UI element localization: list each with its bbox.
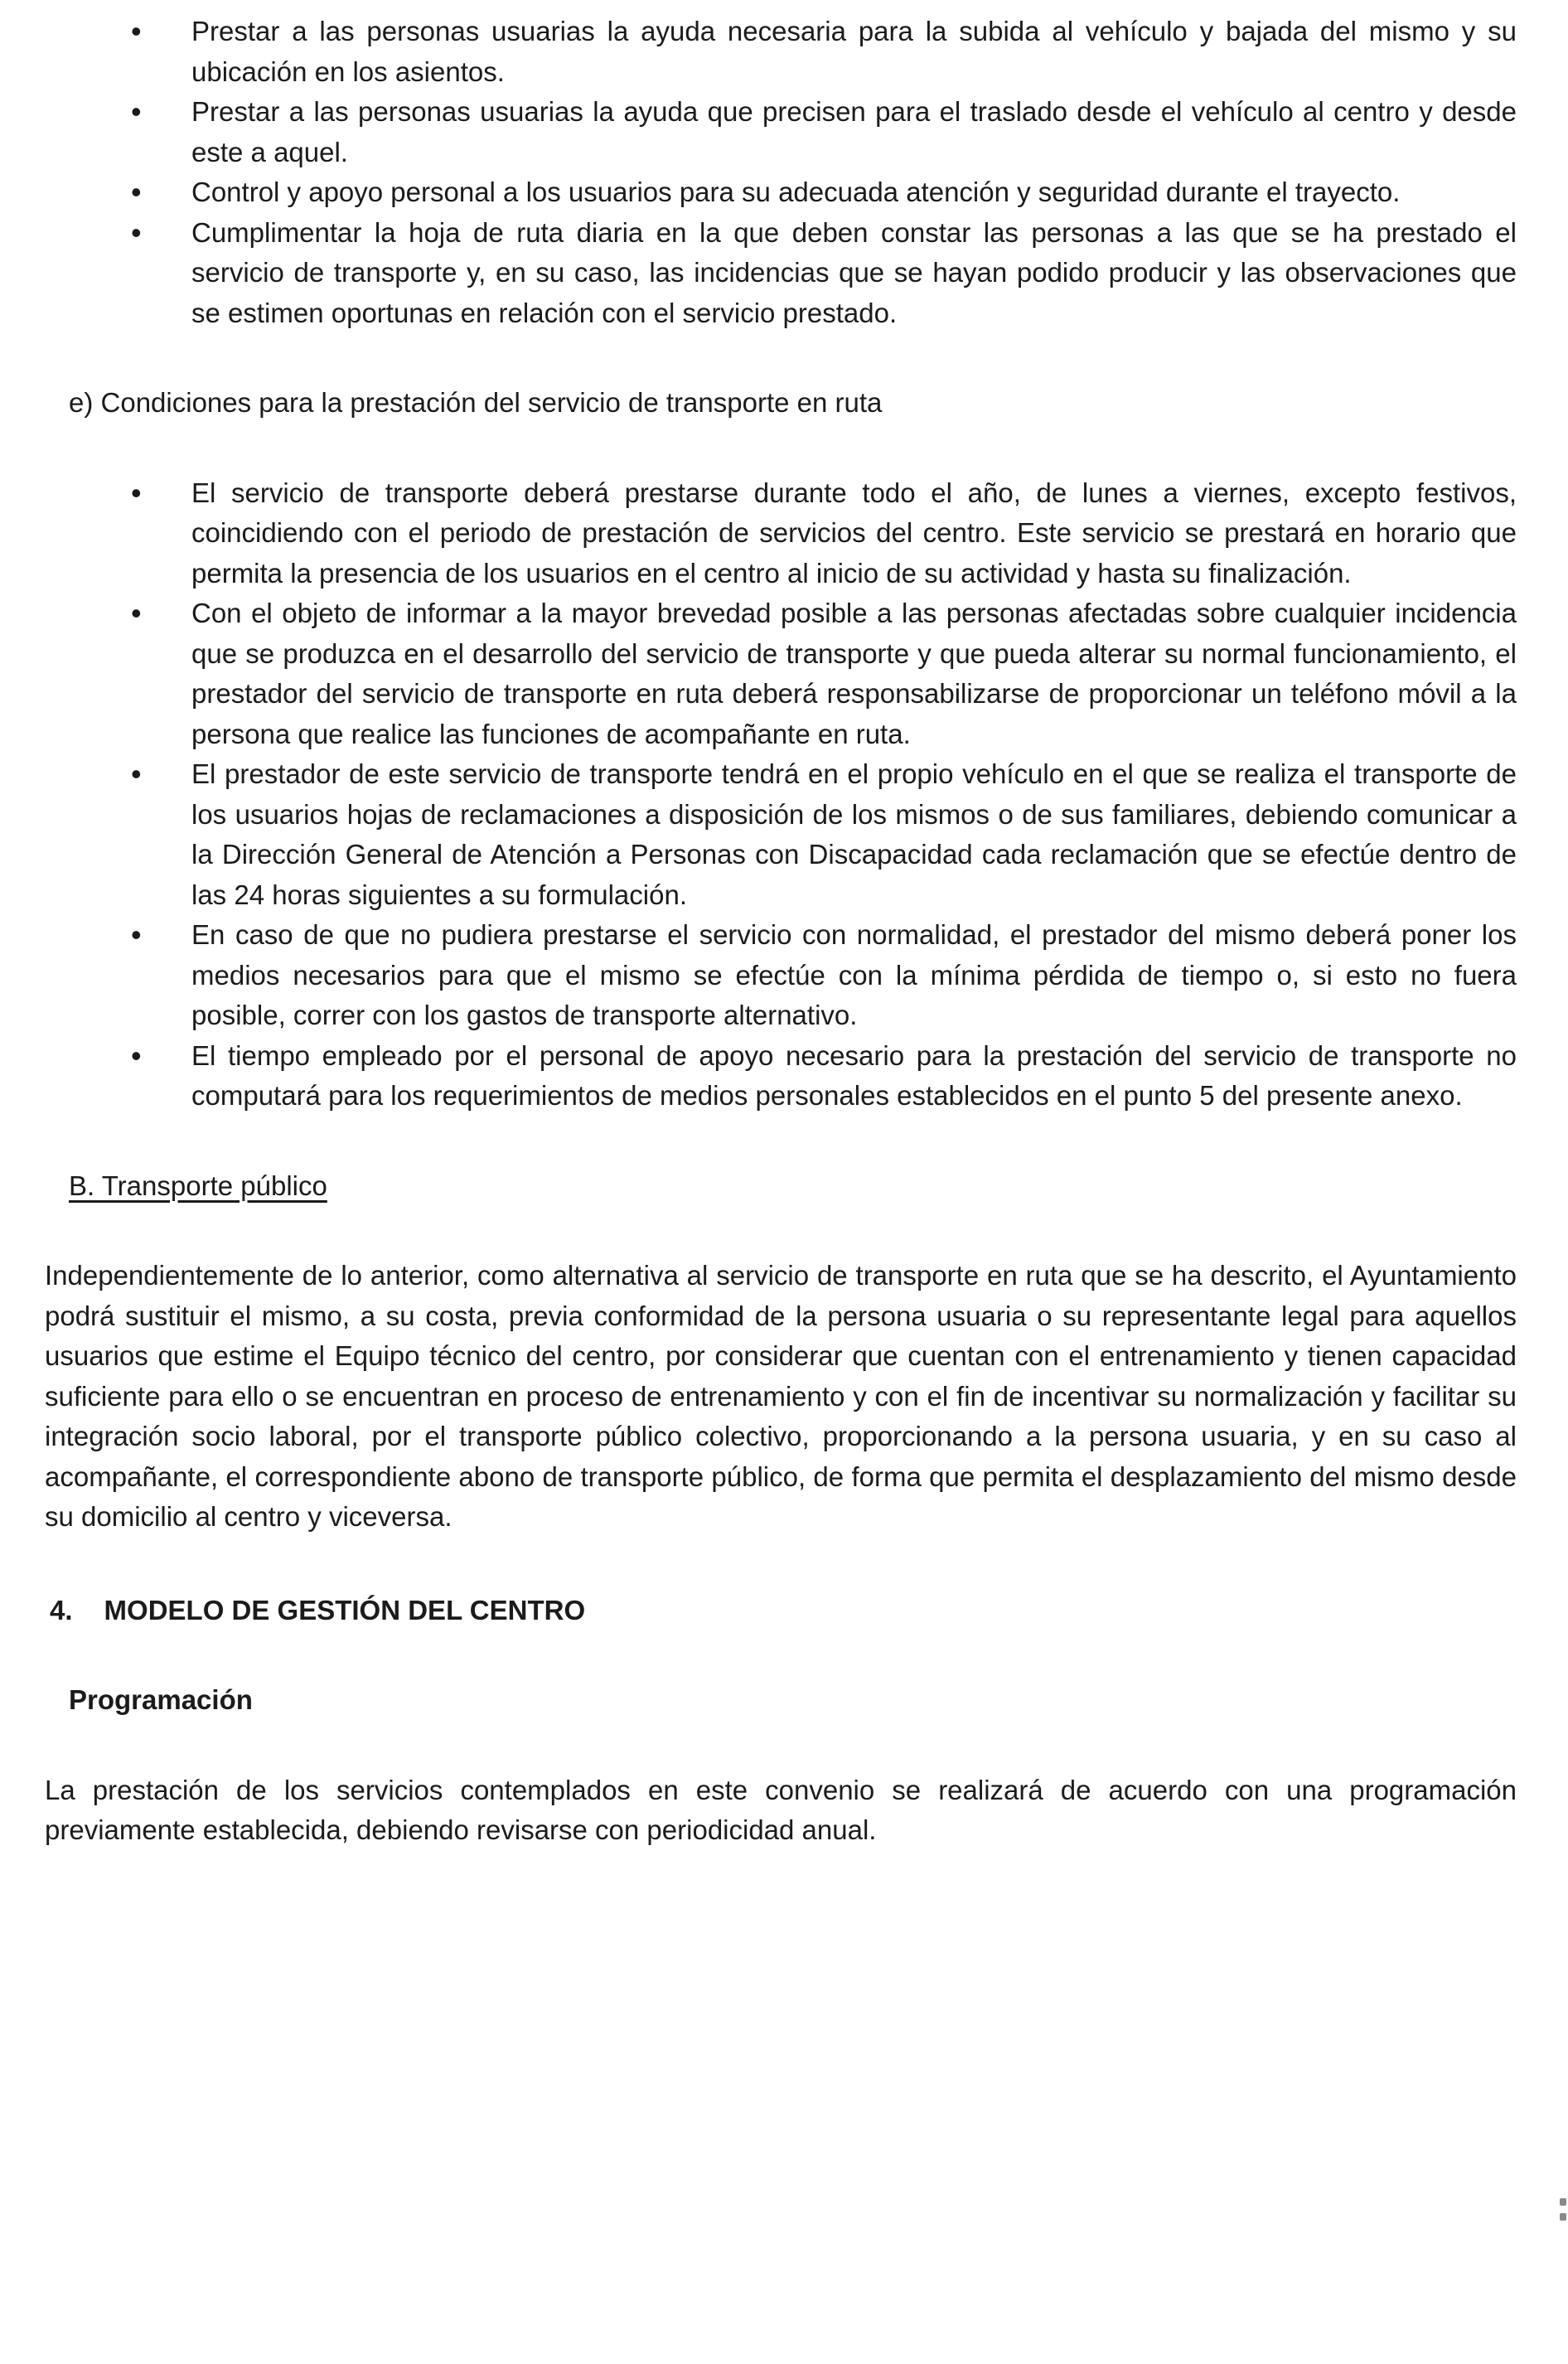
bullet-item: • El tiempo empleado por el personal de apoyo necesario para la prestación del servicio de transporte no computará para los requerimientos de medios personales establecidos en el punto 5 del presente anexo.	[45, 1036, 1517, 1117]
bullet-item: • Prestar a las personas usuarias la ayuda que precisen para el traslado desde el vehículo al centro y desde este a aquel.	[45, 92, 1517, 172]
subheading-programacion: Programación	[69, 1684, 253, 1715]
bullet-item: • Con el objeto de informar a la mayor brevedad posible a las personas afectadas sobre cualquier incidencia que se produzca en el desarrollo del servicio de transporte y que pueda alterar su normal funcionamiento, el prestador del servicio de transporte en ruta deberá responsabilizarse de proporcionar un teléfono móvil a la persona que realice las funciones de acompañante en ruta.	[45, 593, 1517, 754]
section-heading-public-transport: B. Transporte público	[69, 1170, 327, 1201]
bullet-item: • Cumplimentar la hoja de ruta diaria en la que deben constar las personas a las que se ha prestado el servicio de transporte y, en su caso, las incidencias que se hayan podido producir y las observaciones que se estimen oportunas en relación con el servicio prestado.	[45, 213, 1517, 334]
page-edge-scan-artifact	[1560, 2198, 1566, 2226]
section-number: 4.	[50, 1594, 73, 1625]
bullet-item: • El servicio de transporte deberá prestarse durante todo el año, de lunes a viernes, excepto festivos, coincidiendo con el periodo de prestación de servicios del centro. Este servicio se prestará en horario que permita la presencia de los usuarios en el centro al inicio de su actividad y hasta su finalización.	[45, 473, 1517, 594]
bullet-item: • Control y apoyo personal a los usuarios para su adecuada atención y seguridad durante el trayecto.	[45, 172, 1517, 213]
bullet-list-driver-duties	[45, 12, 1517, 333]
section-heading-e: e) Condiciones para la prestación del servicio de transporte en ruta	[69, 387, 883, 418]
section-title: MODELO DE GESTIÓN DEL CENTRO	[104, 1594, 586, 1625]
bullet-list-service-conditions	[45, 473, 1517, 1117]
section-heading-management-model	[50, 1591, 1517, 1631]
paragraph-public-transport: Independientemente de lo anterior, como alternativa al servicio de transporte en ruta que se ha descrito, el Ayuntamiento podrá sustituir el mismo, a su costa, previa conformidad de la persona usuaria o su representante legal para aquellos usuarios que estime el Equipo técnico del centro, por considerar que cuentan con el entrenamiento y tienen capacidad suficiente para ello o se encuentran en proceso de entrenamiento y con el fin de incentivar su normalización y facilitar su integración socio laboral, por el transporte público colectivo, proporcionando a la persona usuaria, y en su caso al acompañante, el correspondiente abono de transporte público, de forma que permita el desplazamiento del mismo desde su domicilio al centro y viceversa.	[45, 1260, 1517, 1532]
paragraph-programming: La prestación de los servicios contemplados en este convenio se realizará de acuerdo con una programación previamente establecida, debiendo revisarse con periodicidad anual.	[45, 1774, 1517, 1845]
bullet-item: • El prestador de este servicio de transporte tendrá en el propio vehículo en el que se realiza el transporte de los usuarios hojas de reclamaciones a disposición de los mismos o de sus familiares, debiendo comunicar a la Dirección General de Atención a Personas con Discapacidad cada reclamación que se efectúe dentro de las 24 horas siguientes a su formulación.	[45, 754, 1517, 915]
bullet-item: • En caso de que no pudiera prestarse el servicio con normalidad, el prestador del mismo deberá poner los medios necesarios para que el mismo se efectúe con la mínima pérdida de tiempo o, si esto no fuera posible, correr con los gastos de transporte alternativo.	[45, 915, 1517, 1036]
bullet-item: • Prestar a las personas usuarias la ayuda necesaria para la subida al vehículo y bajada del mismo y su ubicación en los asientos.	[45, 12, 1517, 92]
